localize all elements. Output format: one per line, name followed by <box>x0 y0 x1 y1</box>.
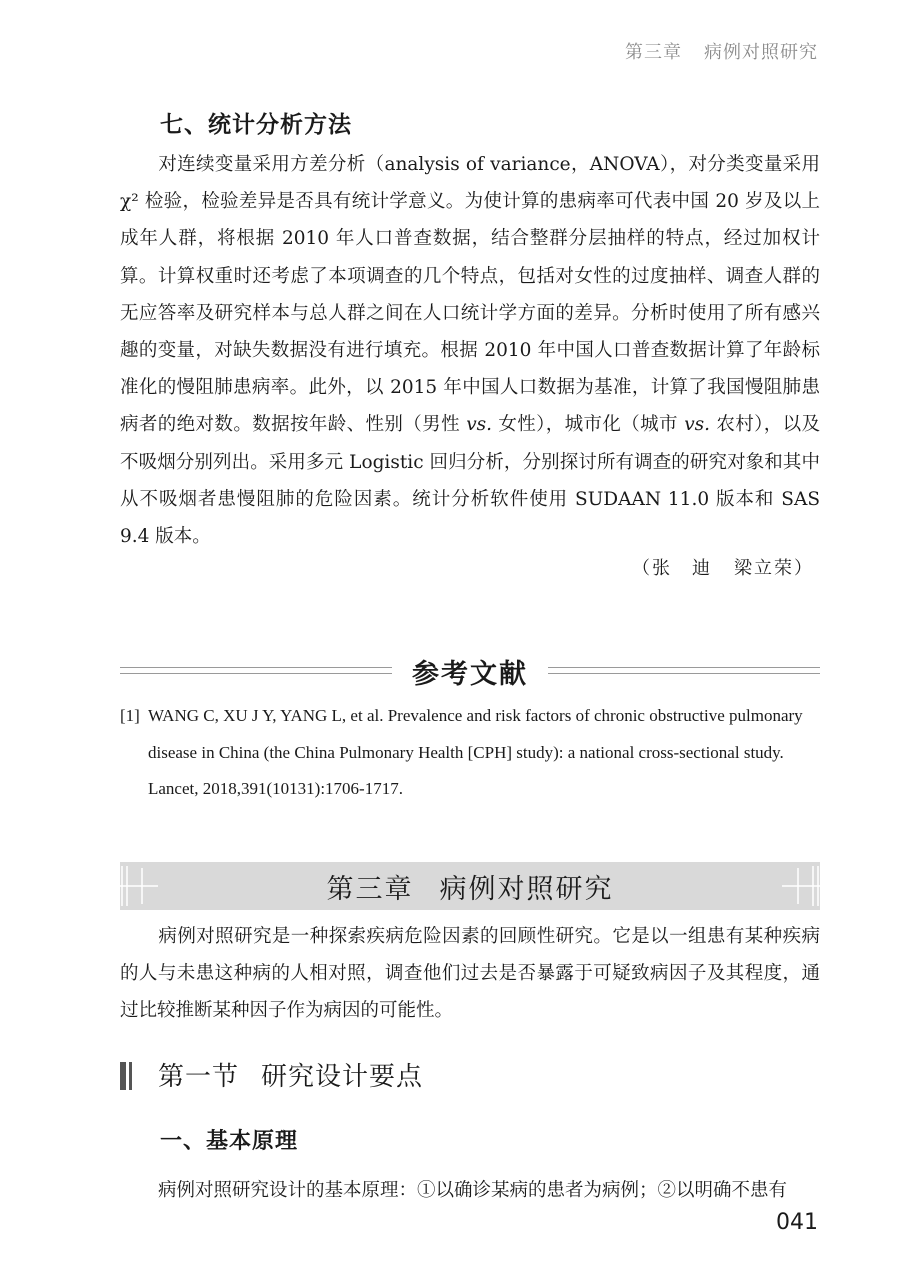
statistics-text-part1: 对连续变量采用方差分析（analysis of variance，ANOVA），对分类变量采用 χ² 检验，检验差异是否具有统计学意义。为使计算的患病率可代表中国 20 岁及以上成年人群，将根据 2010 年人口普查数据，结合整群分层抽样的特点，经过加权计算。计算权重时还考虑了本项调查的几个特点，包括对女性的过度抽样、调查人群的无应答率及研究样本与总人群之间在人口统计学方面的差异。分析时使用了所有感兴趣的变量，对缺失数据没有进行填充。根据 2010 年中国人口普查数据计算了年龄标准化的慢阻肺患病率。此外，以 2015 年中国人口数据为基准，计算了我国慢阻肺患病者的绝对数。数据按年龄、性别（男性 <box>120 154 820 436</box>
page-number: 041 <box>776 1210 818 1235</box>
subsection-title: 一、基本原理 <box>160 1129 299 1154</box>
chapter-intro-paragraph <box>120 918 820 1030</box>
principle-text: 病例对照研究设计的基本原理：①以确诊某病的患者为病例；②以明确不患有 <box>158 1180 788 1201</box>
section-marker-icon <box>120 1062 134 1090</box>
reference-item <box>120 698 820 808</box>
vs-abbrev-1: vs. <box>466 414 493 436</box>
section-seven-title: 七、统计分析方法 <box>160 112 352 138</box>
reference-line-1: WANG C, XU J Y, YANG L, et al. Prevalence and risk factors of chronic obstructive pulmonary <box>148 706 803 725</box>
principle-paragraph <box>120 1172 820 1209</box>
references-heading: 参考文献 <box>412 659 528 690</box>
chapter-label: 第三章 <box>326 874 414 905</box>
statistics-text-part2: 女性），城市化（城市 <box>492 414 685 436</box>
author-2: 梁立荣 <box>734 558 794 579</box>
section-one-label: 第一节 <box>158 1062 240 1092</box>
chapter-intro-text: 病例对照研究是一种探索疾病危险因素的回顾性研究。它是以一组患有某种疾病的人与未患这种病的人相对照，调查他们过去是否暴露于可疑致病因子及其程度，通过比较推断某种因子作为病因的可能性。 <box>120 926 820 1022</box>
authors-open-paren: （ <box>632 558 652 579</box>
chapter-banner <box>120 862 820 910</box>
running-head-title: 病例对照研究 <box>704 42 818 63</box>
reference-number: [1] <box>120 706 140 725</box>
references-heading-bar <box>120 650 820 694</box>
reference-line-3: Lancet, 2018,391(10131):1706-1717. <box>148 779 403 798</box>
author-1: 张 迪 <box>652 558 712 579</box>
authors <box>632 554 814 580</box>
statistics-text-part3: 农村），以及不吸烟分别列出。采用多元 Logistic 回归分析，分别探讨所有调查的研究对象和其中从不吸烟者患慢阻肺的危险因素。统计分析软件使用 SUDAAN 11.0 版本和 SAS 9.4 版本。 <box>120 414 820 548</box>
reference-line-2: disease in China (the China Pulmonary Health [CPH] study): a national cross-sectional study. <box>148 742 784 762</box>
references-rule-right <box>548 667 820 674</box>
chapter-title <box>120 867 820 906</box>
running-head <box>625 38 818 64</box>
authors-close-paren: ） <box>794 558 814 579</box>
running-head-chapter: 第三章 <box>625 42 682 63</box>
banner-decoration-right <box>782 862 820 910</box>
chapter-name: 病例对照研究 <box>439 874 614 905</box>
section-one-title: 研究设计要点 <box>261 1062 424 1092</box>
vs-abbrev-2: vs. <box>684 414 711 436</box>
statistics-paragraph <box>120 146 820 555</box>
